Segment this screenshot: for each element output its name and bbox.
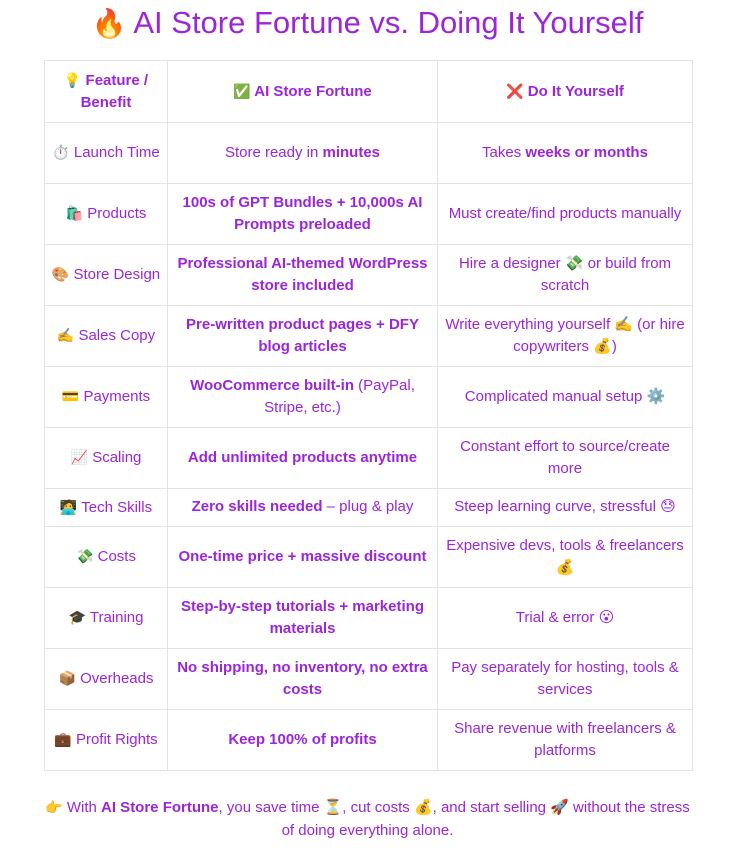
feature-label: Training — [89, 609, 144, 627]
ai-store-fortune-cell — [168, 367, 438, 428]
cell-text: Write everything yourself ✍️ (or hire copywriters 💰) — [445, 315, 685, 355]
cell-bold-text: Pre-written product pages + DFY blog articles — [186, 315, 419, 355]
cell-text: Takes — [482, 143, 526, 161]
table-row — [45, 489, 693, 527]
do-it-yourself-cell — [438, 123, 693, 184]
header-ai-store-fortune-label: AI Store Fortune — [254, 82, 372, 100]
feature-label: Store Design — [73, 266, 161, 284]
do-it-yourself-cell — [438, 588, 693, 649]
cell-text: Must create/find products manually — [448, 204, 682, 222]
feature-cell — [45, 245, 168, 306]
table-row — [45, 245, 693, 306]
table-row — [45, 588, 693, 649]
cell-text: Share revenue with freelancers & platforms — [454, 719, 676, 759]
do-it-yourself-cell — [438, 649, 693, 710]
cell-text: Constant effort to source/create more — [460, 437, 670, 477]
do-it-yourself-cell — [438, 710, 693, 771]
feature-cell — [45, 710, 168, 771]
check-mark-icon: ✅ — [233, 82, 251, 99]
do-it-yourself-cell — [438, 489, 693, 527]
do-it-yourself-cell — [438, 306, 693, 367]
header-do-it-yourself-label: Do It Yourself — [527, 82, 624, 100]
cell-text: Store ready in — [224, 143, 323, 161]
feature-cell — [45, 649, 168, 710]
ai-store-fortune-cell — [168, 527, 438, 588]
ai-store-fortune-cell — [168, 710, 438, 771]
cell-bold-text: Add unlimited products anytime — [187, 448, 418, 466]
cell-bold-text: Zero skills needed — [191, 498, 323, 516]
cross-mark-icon: ❌ — [506, 82, 524, 99]
cell-text: Steep learning curve, stressful 😓 — [454, 498, 676, 516]
ai-store-fortune-cell — [168, 588, 438, 649]
shopping-bags-icon: 🛍️ — [65, 205, 84, 222]
cell-text: Complicated manual setup ⚙️ — [464, 387, 666, 405]
feature-label: Overheads — [80, 670, 154, 688]
feature-label: Sales Copy — [78, 327, 156, 345]
cell-bold-text: Keep 100% of profits — [228, 730, 377, 748]
table-row — [45, 367, 693, 428]
ai-store-fortune-cell — [168, 123, 438, 184]
comparison-table — [44, 60, 693, 771]
feature-cell — [45, 527, 168, 588]
feature-label: Scaling — [92, 449, 142, 467]
fire-icon: 🔥 — [91, 8, 127, 39]
feature-cell — [45, 489, 168, 527]
footer-post: , you save time ⏳, cut costs 💰, and start selling 🚀 without the stress of doing everything alone. — [218, 799, 690, 839]
feature-label: Costs — [97, 548, 136, 566]
cell-bold-text: minutes — [322, 143, 381, 161]
ai-store-fortune-cell — [168, 306, 438, 367]
feature-cell — [45, 184, 168, 245]
cell-bold-text: weeks or months — [525, 143, 648, 161]
money-with-wings-icon: 💸 — [76, 548, 94, 565]
page-title-text: AI Store Fortune vs. Doing It Yourself — [133, 5, 644, 40]
credit-card-icon: 💳 — [61, 388, 80, 405]
do-it-yourself-cell — [438, 367, 693, 428]
cell-text: Hire a designer 💸 or build from scratch — [458, 254, 672, 294]
ai-store-fortune-cell — [168, 489, 438, 527]
do-it-yourself-cell — [438, 527, 693, 588]
cell-text: Expensive devs, tools & freelancers 💰 — [446, 536, 684, 576]
feature-cell — [45, 306, 168, 367]
table-row — [45, 306, 693, 367]
feature-cell — [45, 367, 168, 428]
do-it-yourself-cell — [438, 184, 693, 245]
table-row — [45, 123, 693, 184]
cell-bold-text: 100s of GPT Bundles + 10,000s AI Prompts preloaded — [182, 193, 423, 233]
cell-bold-text: No shipping, no inventory, no extra costs — [177, 658, 428, 698]
cell-bold-text: Professional AI-themed WordPress store included — [177, 254, 428, 294]
feature-label: Payments — [83, 388, 151, 406]
cell-bold-text: WooCommerce built-in — [190, 376, 355, 394]
writing-hand-icon: ✍️ — [56, 327, 75, 344]
footer-summary — [40, 796, 695, 842]
header-feature-label: Feature / Benefit — [80, 71, 149, 111]
ai-store-fortune-cell — [168, 649, 438, 710]
footer-pre: With — [66, 799, 102, 816]
feature-label: Products — [87, 205, 147, 223]
table-row — [45, 527, 693, 588]
page-title — [0, 3, 735, 43]
graduation-cap-icon: 🎓 — [68, 609, 86, 626]
do-it-yourself-cell — [438, 245, 693, 306]
table-row — [45, 184, 693, 245]
ai-store-fortune-cell — [168, 245, 438, 306]
table-row — [45, 710, 693, 771]
stopwatch-icon: ⏱️ — [52, 144, 70, 161]
ai-store-fortune-cell — [168, 184, 438, 245]
header-feature — [45, 61, 168, 123]
package-icon: 📦 — [58, 670, 76, 687]
table-row — [45, 649, 693, 710]
cell-bold-text: Step-by-step tutorials + marketing materials — [181, 597, 424, 637]
lightbulb-icon: 💡 — [63, 71, 82, 88]
feature-label: Profit Rights — [75, 731, 158, 749]
pointing-hand-icon: 👉 — [45, 799, 63, 815]
palette-icon: 🎨 — [51, 266, 70, 283]
header-ai-store-fortune — [168, 61, 438, 123]
table-header-row — [45, 61, 693, 123]
cell-text: (PayPal, Stripe, etc.) — [264, 376, 415, 416]
feature-cell — [45, 123, 168, 184]
feature-cell — [45, 428, 168, 489]
technologist-icon: 🧑‍💻 — [59, 498, 78, 515]
cell-text: – plug & play — [322, 498, 414, 516]
cell-bold-text: One-time price + massive discount — [178, 547, 427, 565]
feature-cell — [45, 588, 168, 649]
header-do-it-yourself — [438, 61, 693, 123]
feature-label: Launch Time — [73, 144, 160, 162]
feature-label: Tech Skills — [81, 498, 153, 516]
ai-store-fortune-cell — [168, 428, 438, 489]
footer-brand: AI Store Fortune — [101, 799, 219, 816]
cell-text: Trial & error 😮 — [515, 608, 615, 626]
cell-text: Pay separately for hosting, tools & services — [451, 658, 679, 698]
chart-increasing-icon: 📈 — [70, 449, 89, 466]
briefcase-icon: 💼 — [54, 731, 72, 748]
do-it-yourself-cell — [438, 428, 693, 489]
table-row — [45, 428, 693, 489]
